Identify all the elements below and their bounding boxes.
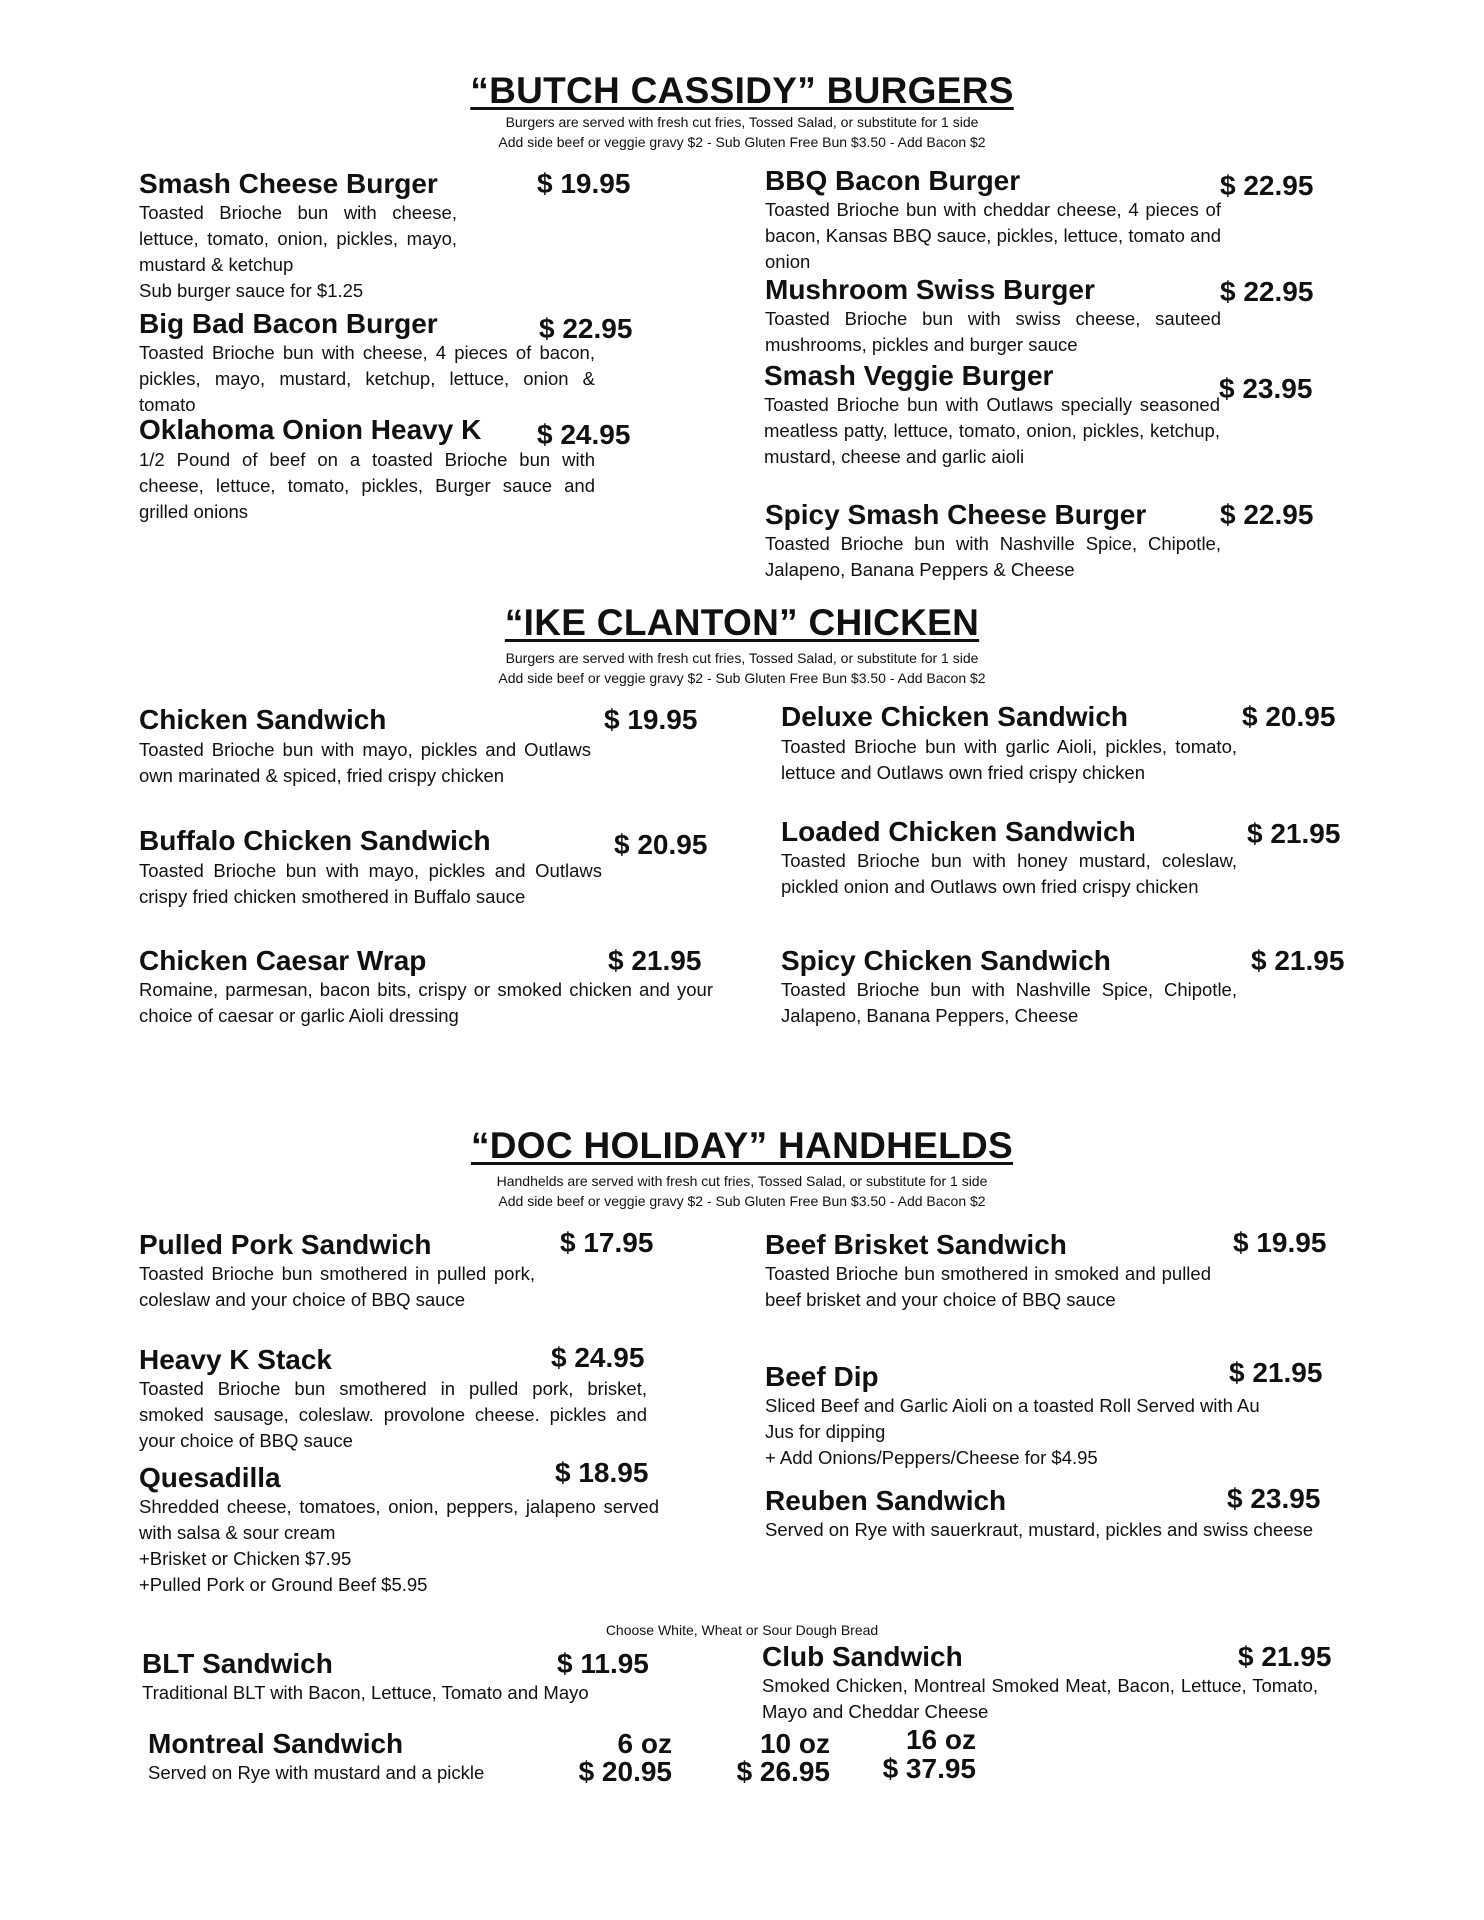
item-name: BBQ Bacon Burger bbox=[765, 165, 1021, 196]
item-description: Toasted Brioche bun with cheddar cheese, 4 pieces of bacon, Kansas BBQ sauce, pickles, lettuce, tomato and onion bbox=[765, 199, 1221, 272]
item-price: $ 19.95 bbox=[537, 168, 631, 199]
item-name: Chicken Sandwich bbox=[139, 704, 387, 735]
item-price: $ 11.95 bbox=[557, 1648, 649, 1679]
section-title-chicken: “IKE CLANTON” CHICKEN bbox=[504, 602, 980, 643]
item-description: Toasted Brioche bun smothered in pulled pork, coleslaw and your choice of BBQ sauce bbox=[139, 1263, 535, 1310]
item-description: Toasted Brioche bun with cheese, lettuce, tomato, onion, pickles, mayo, mustard & ketchup bbox=[139, 202, 457, 275]
item-description: Smoked Chicken, Montreal Smoked Meat, Bacon, Lettuce, Tomato, Mayo and Cheddar Cheese bbox=[762, 1675, 1318, 1722]
item-price: $ 21.95 bbox=[1238, 1641, 1332, 1672]
item-description: Sliced Beef and Garlic Aioli on a toasted Roll Served with Au Jus for dipping bbox=[765, 1395, 1260, 1442]
size-price: $ 20.95 bbox=[578, 1756, 672, 1787]
item-price: $ 19.95 bbox=[604, 704, 698, 735]
section-subtitle: Handhelds are served with fresh cut fries, Tossed Salad, or substitute for 1 side bbox=[496, 1173, 988, 1189]
item-name: Heavy K Stack bbox=[139, 1344, 333, 1375]
item-name: BLT Sandwich bbox=[142, 1648, 333, 1679]
size-price: $ 37.95 bbox=[882, 1753, 976, 1784]
item-description: 1/2 Pound of beef on a toasted Brioche bun with cheese, lettuce, tomato, pickles, Burger sauce and grilled onions bbox=[139, 449, 595, 522]
item-price: $ 23.95 bbox=[1227, 1483, 1321, 1514]
item-description: Toasted Brioche bun smothered in smoked and pulled beef brisket and your choice of BBQ sauce bbox=[765, 1263, 1211, 1310]
item-name: Oklahoma Onion Heavy K bbox=[139, 414, 482, 445]
item-name: Spicy Chicken Sandwich bbox=[781, 945, 1111, 976]
item-price: $ 20.95 bbox=[614, 829, 708, 860]
item-note: Sub burger sauce for $1.25 bbox=[139, 280, 364, 301]
item-name: Club Sandwich bbox=[762, 1641, 963, 1672]
section-subtitle: Add side beef or veggie gravy $2 - Sub Gluten Free Bun $3.50 - Add Bacon $2 bbox=[498, 1193, 986, 1209]
item-price: $ 21.95 bbox=[608, 945, 702, 976]
item-description: Toasted Brioche bun smothered in pulled pork, brisket, smoked sausage, coleslaw. provolone cheese. pickles and your choice of BBQ sauce bbox=[139, 1378, 647, 1451]
item-name: Mushroom Swiss Burger bbox=[765, 274, 1095, 305]
item-note: +Pulled Pork or Ground Beef $5.95 bbox=[139, 1574, 428, 1595]
size-label: 6 oz bbox=[617, 1728, 672, 1759]
item-description: Toasted Brioche bun with honey mustard, coleslaw, pickled onion and Outlaws own fried crispy chicken bbox=[781, 850, 1237, 897]
item-description: Toasted Brioche bun with swiss cheese, sauteed mushrooms, pickles and burger sauce bbox=[765, 308, 1221, 355]
item-note: +Brisket or Chicken $7.95 bbox=[139, 1548, 352, 1569]
item-description: Toasted Brioche bun with mayo, pickles and Outlaws own marinated & spiced, fried crispy chicken bbox=[139, 739, 591, 786]
item-description: Served on Rye with mustard and a pickle bbox=[148, 1762, 485, 1783]
item-description: Toasted Brioche bun with cheese, 4 pieces of bacon, pickles, mayo, mustard, ketchup, lettuce, onion & tomato bbox=[139, 342, 595, 415]
item-name: Beef Brisket Sandwich bbox=[765, 1229, 1067, 1260]
item-name: Chicken Caesar Wrap bbox=[139, 945, 427, 976]
section-subtitle: Burgers are served with fresh cut fries, Tossed Salad, or substitute for 1 side bbox=[505, 650, 979, 666]
item-price: $ 22.95 bbox=[1220, 170, 1314, 201]
size-label: 10 oz bbox=[759, 1728, 830, 1759]
item-note: + Add Onions/Peppers/Cheese for $4.95 bbox=[765, 1447, 1098, 1468]
item-price: $ 21.95 bbox=[1251, 945, 1345, 976]
item-name: Reuben Sandwich bbox=[765, 1485, 1007, 1516]
section-subtitle: Add side beef or veggie gravy $2 - Sub Gluten Free Bun $3.50 - Add Bacon $2 bbox=[498, 134, 986, 150]
item-price: $ 19.95 bbox=[1233, 1227, 1327, 1258]
item-description: Traditional BLT with Bacon, Lettuce, Tomato and Mayo bbox=[142, 1682, 589, 1703]
section-title-burgers: “BUTCH CASSIDY” BURGERS bbox=[470, 70, 1014, 111]
section-subtitle: Burgers are served with fresh cut fries, Tossed Salad, or substitute for 1 side bbox=[505, 114, 979, 130]
item-name: Buffalo Chicken Sandwich bbox=[139, 825, 491, 856]
item-name: Loaded Chicken Sandwich bbox=[781, 816, 1136, 847]
item-name: Beef Dip bbox=[765, 1361, 879, 1392]
item-price: $ 17.95 bbox=[560, 1227, 654, 1258]
item-price: $ 24.95 bbox=[551, 1342, 645, 1373]
item-name: Big Bad Bacon Burger bbox=[139, 308, 438, 339]
item-price: $ 21.95 bbox=[1229, 1357, 1323, 1388]
item-description: Shredded cheese, tomatoes, onion, peppers, jalapeno served with salsa & sour cream bbox=[139, 1496, 659, 1543]
size-price: $ 26.95 bbox=[736, 1756, 830, 1787]
item-price: $ 18.95 bbox=[555, 1457, 649, 1488]
item-price: $ 24.95 bbox=[537, 419, 631, 450]
item-description: Toasted Brioche bun with Nashville Spice, Chipotle, Jalapeno, Banana Peppers & Cheese bbox=[765, 533, 1221, 580]
item-description: Romaine, parmesan, bacon bits, crispy or smoked chicken and your choice of caesar or garlic Aioli dressing bbox=[139, 979, 713, 1026]
item-price: $ 22.95 bbox=[1220, 499, 1314, 530]
size-label: 16 oz bbox=[905, 1724, 976, 1755]
item-price: $ 20.95 bbox=[1242, 701, 1336, 732]
section-title-handhelds: “DOC HOLIDAY” HANDHELDS bbox=[470, 1125, 1014, 1166]
item-name: Spicy Smash Cheese Burger bbox=[765, 499, 1147, 530]
item-price: $ 22.95 bbox=[1220, 276, 1314, 307]
item-description: Toasted Brioche bun with Outlaws specially seasoned meatless patty, lettuce, tomato, onion, pickles, ketchup, mustard, cheese and garlic aioli bbox=[764, 394, 1220, 467]
section-subtitle: Add side beef or veggie gravy $2 - Sub Gluten Free Bun $3.50 - Add Bacon $2 bbox=[498, 670, 986, 686]
item-price: $ 22.95 bbox=[539, 313, 633, 344]
item-price: $ 23.95 bbox=[1219, 373, 1313, 404]
item-name: Deluxe Chicken Sandwich bbox=[781, 701, 1128, 732]
item-description: Served on Rye with sauerkraut, mustard, pickles and swiss cheese bbox=[765, 1519, 1314, 1540]
item-price: $ 21.95 bbox=[1247, 818, 1341, 849]
item-name: Montreal Sandwich bbox=[148, 1728, 404, 1759]
item-name: Smash Veggie Burger bbox=[764, 360, 1054, 391]
item-description: Toasted Brioche bun with mayo, pickles and Outlaws crispy fried chicken smothered in Buffalo sauce bbox=[139, 860, 602, 907]
item-description: Toasted Brioche bun with garlic Aioli, pickles, tomato, lettuce and Outlaws own fried crispy chicken bbox=[781, 736, 1237, 783]
item-name: Smash Cheese Burger bbox=[139, 168, 438, 199]
item-name: Pulled Pork Sandwich bbox=[139, 1229, 432, 1260]
item-name: Quesadilla bbox=[139, 1462, 281, 1493]
item-description: Toasted Brioche bun with Nashville Spice, Chipotle, Jalapeno, Banana Peppers, Cheese bbox=[781, 979, 1237, 1026]
bread-note: Choose White, Wheat or Sour Dough Bread bbox=[605, 1622, 879, 1638]
